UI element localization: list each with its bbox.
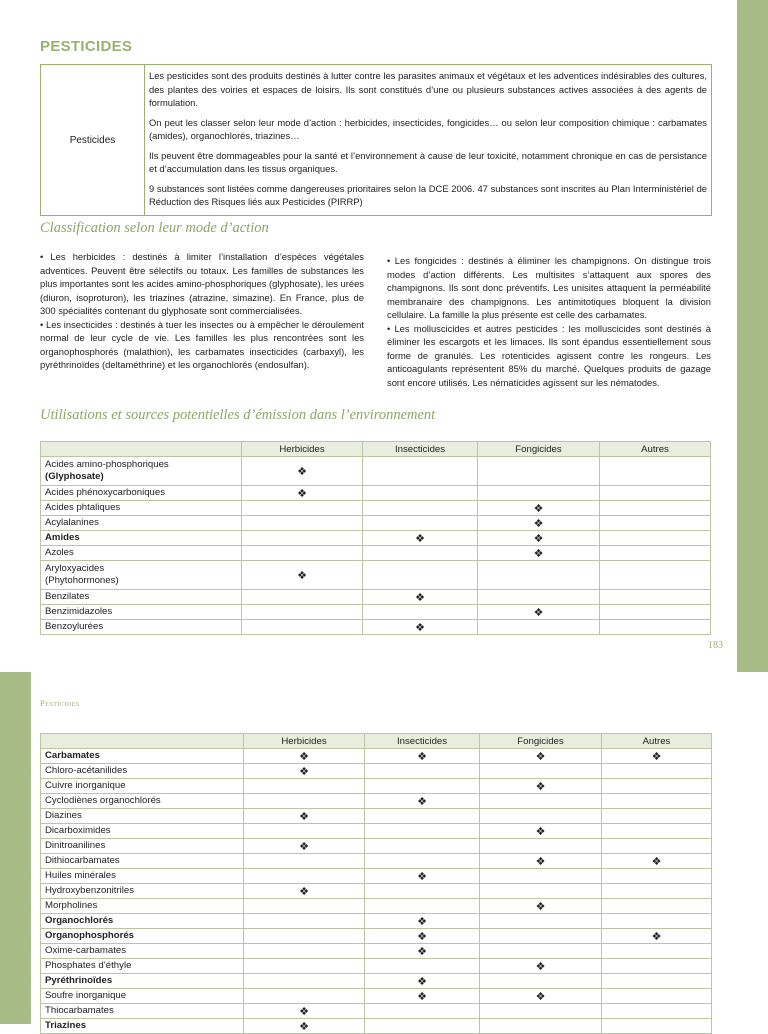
table-row [41, 914, 712, 929]
table-row [41, 749, 712, 764]
substance-name-text: Cyclodiènes organochlorés [45, 795, 161, 806]
table-row [41, 620, 711, 635]
diamond-mark-icon: ❖ [535, 750, 546, 763]
table-row [41, 516, 711, 531]
diamond-mark-icon: ❖ [417, 945, 427, 958]
cell-herbicides [242, 605, 363, 620]
usage-table-1 [40, 441, 711, 635]
substance-name [41, 590, 242, 605]
cell-autres [602, 779, 712, 794]
substance-name [41, 914, 244, 929]
cell-autres [602, 974, 712, 989]
page-edge-bar [0, 672, 31, 1024]
cell-insecticides [363, 620, 478, 635]
cell-autres [600, 561, 711, 590]
table-row [41, 869, 712, 884]
diamond-mark-icon: ❖ [417, 795, 427, 808]
cell-autres [602, 944, 712, 959]
cell-autres [602, 854, 712, 869]
cell-insecticides [365, 749, 480, 764]
cell-herbicides [244, 794, 365, 809]
molluscicides-paragraph: • Les molluscicides et autres pesticides : les molluscicides sont destinés à éliminer les escargots et les limaces. Ils sont épandus essentiellement sous forme de granulés. Les rotenticides agissent contre les rongeurs. Les anticoagulants représentent 85% du marché. Quelques produits de gazage sont encore utilisés. Les nématicides agissent sur les nématodes. [387, 322, 711, 388]
cell-autres [602, 884, 712, 899]
table-row [41, 546, 711, 561]
diamond-mark-icon: ❖ [297, 465, 307, 478]
header-autres: Autres [602, 734, 712, 749]
cell-herbicides [242, 561, 363, 590]
diamond-mark-icon: ❖ [299, 810, 309, 823]
cell-herbicides [244, 914, 365, 929]
cell-fongicides [480, 974, 602, 989]
diamond-mark-icon: ❖ [299, 765, 309, 778]
cell-insecticides [365, 914, 480, 929]
substance-name-text: Dicarboximides [45, 825, 111, 836]
diamond-mark-icon: ❖ [417, 870, 427, 883]
substance-name [41, 884, 244, 899]
header-insecticides: Insecticides [363, 442, 478, 457]
definition-label: Pesticides [41, 65, 145, 215]
cell-fongicides [480, 989, 602, 1004]
cell-autres [602, 989, 712, 1004]
substance-name [41, 854, 244, 869]
cell-autres [600, 457, 711, 486]
substance-name-text: Amides [45, 532, 80, 543]
cell-fongicides [480, 899, 602, 914]
cell-autres [600, 605, 711, 620]
diamond-mark-icon: ❖ [535, 960, 546, 973]
diamond-mark-icon: ❖ [535, 825, 546, 838]
substance-name-text: Cuivre inorganique [45, 780, 126, 791]
cell-herbicides [242, 620, 363, 635]
insecticides-paragraph: • Les insecticides : destinés à tuer les insectes ou à empêcher le déroulement normal de leur cycle de vie. Les familles les plus rencontrées sont les organophosphorés (malathion), les carbamates insecticides (carbaxyl), les pyréthrinoïdes (deltaméthrine) et les organochlorés (endosulfan). [40, 318, 364, 370]
diamond-mark-icon: ❖ [651, 855, 662, 868]
cell-herbicides [244, 1004, 365, 1019]
definition-paragraph: 9 substances sont listées comme dangereuses prioritaires selon la DCE 2006. 47 substances sont inscrites au Plan Interministériel de Réduction des Risques liés aux Pesticides (PIRRP) [149, 182, 707, 207]
cell-insecticides [365, 899, 480, 914]
substance-name-text: Benzilates [45, 591, 90, 602]
diamond-mark-icon: ❖ [299, 840, 309, 853]
cell-autres [600, 531, 711, 546]
diamond-mark-icon: ❖ [299, 885, 309, 898]
cell-insecticides [365, 794, 480, 809]
cell-herbicides [244, 854, 365, 869]
cell-herbicides [244, 929, 365, 944]
substance-name-text: Dithiocarbamates [45, 855, 120, 866]
cell-herbicides [244, 899, 365, 914]
cell-herbicides [244, 944, 365, 959]
substance-name-text: Organochlorés [45, 915, 114, 926]
diamond-mark-icon: ❖ [417, 975, 427, 988]
cell-autres [602, 899, 712, 914]
substance-name-text: Soufre inorganique [45, 990, 127, 1001]
header-insecticides: Insecticides [365, 734, 480, 749]
table-header-row [41, 734, 712, 749]
cell-insecticides [363, 501, 478, 516]
cell-fongicides [478, 516, 600, 531]
page-number: 183 [708, 640, 723, 651]
definition-paragraph: Ils peuvent être dommageables pour la santé et l’environnement à cause de leur toxicité, notamment chronique en cas de persistance et d’accumulation dans les tissus organiques. [149, 149, 707, 174]
cell-herbicides [244, 869, 365, 884]
table-row [41, 457, 711, 486]
table-row [41, 1019, 712, 1034]
substance-name-text: Acides amino-phosphoriques [45, 459, 169, 470]
substance-name-text: Phosphates d’éthyle [45, 960, 132, 971]
cell-autres [602, 929, 712, 944]
cell-insecticides [365, 854, 480, 869]
diamond-mark-icon: ❖ [533, 547, 544, 560]
substance-name-text: Acylalanines [45, 517, 99, 528]
substance-name [41, 457, 242, 486]
table-row [41, 974, 712, 989]
diamond-mark-icon: ❖ [299, 1005, 309, 1018]
cell-fongicides [480, 749, 602, 764]
substance-name-text: Oxime-carbamates [45, 945, 127, 956]
table-row [41, 959, 712, 974]
cell-fongicides [480, 1019, 602, 1034]
substance-name-text: Azoles [45, 547, 74, 558]
cell-herbicides [242, 516, 363, 531]
header-autres: Autres [600, 442, 711, 457]
substance-name-text: Chloro-acétanilides [45, 765, 128, 776]
cell-insecticides [365, 839, 480, 854]
cell-insecticides [365, 944, 480, 959]
table-row [41, 764, 712, 779]
diamond-mark-icon: ❖ [535, 855, 546, 868]
usage-heading: Utilisations et sources potentielles d’émission dans l’environnement [40, 407, 436, 423]
cell-fongicides [478, 546, 600, 561]
cell-herbicides [244, 884, 365, 899]
classification-columns [40, 250, 711, 389]
cell-fongicides [480, 839, 602, 854]
cell-fongicides [480, 824, 602, 839]
diamond-mark-icon: ❖ [415, 591, 425, 604]
definition-paragraph: On peut les classer selon leur mode d’action : herbicides, insecticides, fongicides… ou selon leur composition chimique : carbamates (amides), organochlorés, triazines… [149, 116, 707, 141]
cell-insecticides [365, 764, 480, 779]
table-row [41, 839, 712, 854]
cell-herbicides [242, 546, 363, 561]
substance-name-text: Benzimidazoles [45, 606, 113, 617]
diamond-mark-icon: ❖ [297, 487, 307, 500]
page-title: PESTICIDES [40, 38, 133, 55]
table-row [41, 929, 712, 944]
cell-herbicides [242, 501, 363, 516]
table-row [41, 944, 712, 959]
substance-name [41, 561, 242, 590]
diamond-mark-icon: ❖ [299, 750, 309, 763]
cell-autres [602, 839, 712, 854]
cell-fongicides [480, 779, 602, 794]
diamond-mark-icon: ❖ [533, 532, 544, 545]
table-row [41, 824, 712, 839]
table-row [41, 989, 712, 1004]
cell-fongicides [480, 959, 602, 974]
diamond-mark-icon: ❖ [535, 990, 546, 1003]
table-row [41, 884, 712, 899]
diamond-mark-icon: ❖ [417, 750, 427, 763]
substance-name [41, 929, 244, 944]
table-row [41, 605, 711, 620]
table-row [41, 561, 711, 590]
substance-name [41, 869, 244, 884]
cell-fongicides [480, 809, 602, 824]
cell-insecticides [363, 605, 478, 620]
substance-name-text: Dinitroanilines [45, 840, 106, 851]
header-fongicides: Fongicides [478, 442, 600, 457]
diamond-mark-icon: ❖ [417, 930, 427, 943]
definition-box [40, 64, 712, 216]
header-fongicides: Fongicides [480, 734, 602, 749]
cell-fongicides [478, 457, 600, 486]
substance-name-text: Organophosphorés [45, 930, 135, 941]
cell-insecticides [363, 516, 478, 531]
cell-insecticides [365, 1019, 480, 1034]
diamond-mark-icon: ❖ [651, 930, 662, 943]
cell-insecticides [363, 561, 478, 590]
cell-fongicides [478, 620, 600, 635]
cell-autres [600, 501, 711, 516]
diamond-mark-icon: ❖ [415, 621, 425, 634]
cell-autres [600, 486, 711, 501]
definition-text [145, 65, 711, 215]
substance-name [41, 1004, 244, 1019]
cell-insecticides [365, 1004, 480, 1019]
cell-herbicides [244, 824, 365, 839]
table-row [41, 501, 711, 516]
substance-name [41, 809, 244, 824]
cell-autres [602, 809, 712, 824]
cell-insecticides [365, 959, 480, 974]
table-row [41, 899, 712, 914]
cell-autres [602, 794, 712, 809]
cell-autres [602, 1019, 712, 1034]
cell-insecticides [365, 989, 480, 1004]
substance-name [41, 501, 242, 516]
cell-herbicides [244, 749, 365, 764]
substance-name-text: (Glyphosate) [45, 471, 104, 482]
substance-name-text: Hydroxybenzonitriles [45, 885, 135, 896]
substance-name [41, 516, 242, 531]
cell-insecticides [365, 779, 480, 794]
cell-fongicides [480, 1004, 602, 1019]
substance-name [41, 959, 244, 974]
substance-name [41, 486, 242, 501]
cell-fongicides [478, 590, 600, 605]
classification-left-column [40, 250, 364, 389]
cell-insecticides [365, 824, 480, 839]
diamond-mark-icon: ❖ [533, 606, 544, 619]
table-row [41, 1004, 712, 1019]
cell-herbicides [244, 959, 365, 974]
substance-name-text: Diazines [45, 810, 82, 821]
substance-name [41, 839, 244, 854]
table-header-row [41, 442, 711, 457]
substance-name-text: Triazines [45, 1020, 87, 1031]
cell-autres [602, 959, 712, 974]
substance-name [41, 779, 244, 794]
diamond-mark-icon: ❖ [297, 569, 307, 582]
table-row [41, 854, 712, 869]
cell-fongicides [480, 869, 602, 884]
running-head: Pesticides [40, 698, 80, 708]
cell-insecticides [365, 809, 480, 824]
cell-insecticides [363, 531, 478, 546]
classification-heading: Classification selon leur mode d’action [40, 220, 269, 236]
page-edge-bar [737, 0, 768, 672]
cell-herbicides [242, 457, 363, 486]
cell-fongicides [478, 531, 600, 546]
table-row [41, 590, 711, 605]
cell-autres [602, 1004, 712, 1019]
substance-name-text: Carbamates [45, 750, 100, 761]
cell-herbicides [242, 590, 363, 605]
cell-fongicides [478, 501, 600, 516]
cell-fongicides [480, 854, 602, 869]
fongicides-paragraph: • Les fongicides : destinés à éliminer les champignons. On distingue trois modes d’action différents. Les multisites s’attaquent aux spores des champignons. Ils sont donc préventifs. Les unisites attaquent la perméabilité membranaire des champignons. Les antimitotiques bloquent la division cellulaire. La famille la plus présente est celle des carbamates. [387, 255, 711, 320]
cell-fongicides [478, 486, 600, 501]
cell-herbicides [244, 779, 365, 794]
substance-name [41, 531, 242, 546]
cell-autres [600, 516, 711, 531]
substance-name [41, 824, 244, 839]
diamond-mark-icon: ❖ [535, 780, 546, 793]
herbicides-paragraph: • Les herbicides : destinés à limiter l’installation d’espèces végétales adventices. Peuvent être sélectifs ou totaux. Les familles de substances les plus importantes sont les acides amino-phosphoriques (glyphosate), les urées (diuron, isoproturon), les triazines (atrazine, simazine). En France, plus de 300 spécialités contenant du glyphosate sont commercialisées. [40, 251, 364, 316]
substance-name [41, 1019, 244, 1034]
definition-paragraph: Les pesticides sont des produits destinés à lutter contre les parasites animaux et végétaux et les adventices indésirables des cultures, des plantes des voiries et espaces de loisirs. Ils sont constitués d’une ou plusieurs substances actives associées à des agents de formulation. [149, 70, 707, 108]
cell-insecticides [363, 546, 478, 561]
table-row [41, 794, 712, 809]
cell-fongicides [480, 764, 602, 779]
substance-name-text: Acides phtaliques [45, 502, 121, 513]
cell-insecticides [365, 929, 480, 944]
cell-fongicides [478, 605, 600, 620]
substance-name-text: Benzoylurées [45, 621, 104, 632]
substance-name [41, 989, 244, 1004]
cell-insecticides [365, 869, 480, 884]
cell-fongicides [480, 884, 602, 899]
cell-herbicides [244, 974, 365, 989]
cell-fongicides [480, 794, 602, 809]
header-herbicides: Herbicides [244, 734, 365, 749]
substance-name-text: Thiocarbamates [45, 1005, 114, 1016]
cell-autres [602, 764, 712, 779]
diamond-mark-icon: ❖ [533, 517, 544, 530]
cell-herbicides [244, 989, 365, 1004]
substance-name [41, 899, 244, 914]
cell-insecticides [363, 486, 478, 501]
cell-autres [600, 590, 711, 605]
cell-autres [602, 869, 712, 884]
substance-name [41, 546, 242, 561]
cell-fongicides [480, 929, 602, 944]
cell-herbicides [242, 486, 363, 501]
cell-autres [602, 914, 712, 929]
cell-herbicides [242, 531, 363, 546]
cell-autres [600, 546, 711, 561]
usage-table-2 [40, 733, 712, 1034]
cell-fongicides [480, 914, 602, 929]
substance-name [41, 944, 244, 959]
diamond-mark-icon: ❖ [533, 502, 544, 515]
substance-name-text: Acides phénoxycarboniques [45, 487, 166, 498]
substance-name [41, 764, 244, 779]
cell-insecticides [363, 590, 478, 605]
diamond-mark-icon: ❖ [535, 900, 546, 913]
cell-autres [600, 620, 711, 635]
cell-fongicides [480, 944, 602, 959]
cell-insecticides [363, 457, 478, 486]
diamond-mark-icon: ❖ [651, 750, 662, 763]
table-row [41, 809, 712, 824]
cell-insecticides [365, 884, 480, 899]
classification-right-column [387, 250, 711, 389]
substance-name-text: Pyréthrinoïdes [45, 975, 113, 986]
substance-name-text: Aryloxyacides [45, 563, 105, 574]
substance-name [41, 794, 244, 809]
cell-insecticides [365, 974, 480, 989]
substance-name [41, 605, 242, 620]
header-substance [41, 442, 242, 457]
substance-name [41, 620, 242, 635]
cell-herbicides [244, 1019, 365, 1034]
substance-name-text: Morpholines [45, 900, 98, 911]
cell-herbicides [244, 764, 365, 779]
cell-fongicides [478, 561, 600, 590]
substance-name-text: Huiles minérales [45, 870, 116, 881]
cell-herbicides [244, 839, 365, 854]
diamond-mark-icon: ❖ [417, 915, 427, 928]
diamond-mark-icon: ❖ [299, 1020, 309, 1033]
cell-autres [602, 749, 712, 764]
diamond-mark-icon: ❖ [415, 532, 425, 545]
substance-name-text: (Phytohormones) [45, 575, 119, 586]
header-substance [41, 734, 244, 749]
header-herbicides: Herbicides [242, 442, 363, 457]
substance-name [41, 974, 244, 989]
cell-autres [602, 824, 712, 839]
substance-name [41, 749, 244, 764]
table-row [41, 779, 712, 794]
diamond-mark-icon: ❖ [417, 990, 427, 1003]
cell-herbicides [244, 809, 365, 824]
table-row [41, 486, 711, 501]
table-row [41, 531, 711, 546]
